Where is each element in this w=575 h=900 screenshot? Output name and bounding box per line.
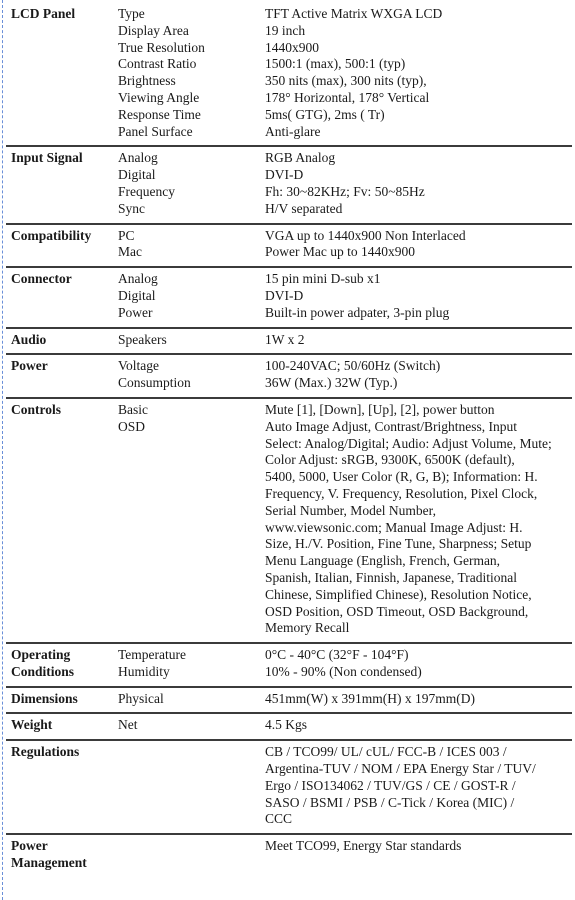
spec-value: 1W x 2 [265,331,305,347]
spec-label: Digital [118,287,156,303]
spec-label: Digital [118,167,156,183]
spec-item [118,271,572,288]
spec-value: Ergo / ISO134062 / TUV/GS / CE / GOST-R / [265,777,516,793]
spec-value: Memory Recall [265,620,350,636]
section-items [118,332,572,349]
spec-item [118,228,572,245]
spec-label [118,811,265,828]
spec-label: Basic [118,401,148,417]
spec-item [118,717,572,734]
spec-value: CCC [265,811,293,827]
spec-item [118,375,572,392]
section-items [118,358,572,392]
spec-label [118,778,265,795]
spec-item [118,486,572,503]
section-category: Controls [11,401,62,417]
spec-item [118,647,572,664]
spec-table [6,3,572,877]
spec-label [118,795,265,812]
spec-item [118,778,572,795]
spec-value: Fh: 30~82KHz; Fv: 50~85Hz [265,183,425,199]
section-items [118,838,572,872]
spec-section [6,399,572,644]
spec-label: Sync [118,200,145,216]
spec-value: 19 inch [265,22,306,38]
section-items [118,402,572,637]
spec-label: Response Time [118,106,201,122]
spec-value: H/V separated [265,200,343,216]
spec-value: Mute [1], [Down], [Up], [2], power button [265,401,495,417]
section-category: Compatibility [11,227,92,243]
spec-label [118,744,265,761]
section-items [118,271,572,321]
spec-value: 1440x900 [265,39,319,55]
spec-value: Meet TCO99, Energy Star standards [265,838,462,854]
spec-section [6,3,572,147]
spec-item [118,244,572,261]
spec-section [6,355,572,399]
spec-item [118,553,572,570]
spec-value: Power Mac up to 1440x900 [265,244,415,260]
spec-label: OSD [118,418,146,434]
spec-label: Frequency [118,183,175,199]
spec-value: CB / TCO99/ UL/ cUL/ FCC-B / ICES 003 / [265,744,507,760]
spec-value: 5ms( GTG), 2ms ( Tr) [265,106,385,122]
spec-section [6,714,572,741]
spec-item [118,503,572,520]
section-category: Regulations [11,744,80,760]
section-items [118,717,572,734]
section-items [118,647,572,681]
spec-value: 178° Horizontal, 178° Vertical [265,89,430,105]
spec-section [6,644,572,688]
spec-label [118,536,265,553]
spec-item [118,201,572,218]
spec-value: 451mm(W) x 391mm(H) x 197mm(D) [265,690,475,706]
spec-value: Menu Language (English, French, German, [265,553,501,569]
spec-item [118,305,572,322]
spec-value: 0°C - 40°C (32°F - 104°F) [265,647,409,663]
spec-item [118,40,572,57]
spec-item [118,536,572,553]
spec-value: Spanish, Italian, Finnish, Japanese, Traditional [265,569,517,585]
spec-label: Temperature [118,647,187,663]
spec-item [118,604,572,621]
spec-label [118,587,265,604]
spec-item [118,56,572,73]
spec-section [6,329,572,356]
spec-value: 100-240VAC; 50/60Hz (Switch) [265,358,441,374]
spec-value: RGB Analog [265,150,336,166]
spec-label [118,436,265,453]
spec-label [118,570,265,587]
spec-value: 350 nits (max), 300 nits (typ), [265,73,427,89]
spec-item [118,838,572,855]
spec-value: Argentina-TUV / NOM / EPA Energy Star / TUV/ [265,761,536,777]
section-items [118,6,572,140]
spec-item [118,469,572,486]
section-category: LCD Panel [11,6,76,21]
spec-value: 10% - 90% (Non condensed) [265,663,422,679]
spec-item [118,520,572,537]
spec-label: Contrast Ratio [118,56,197,72]
spec-label: Viewing Angle [118,89,200,105]
spec-label: Mac [118,244,142,260]
spec-item [118,288,572,305]
spec-label: Analog [118,150,158,166]
spec-item [118,107,572,124]
spec-value: 15 pin mini D-sub x1 [265,271,381,287]
section-items [118,150,572,217]
spec-value: 5400, 5000, User Color (R, G, B); Information: H. [265,469,538,485]
spec-value: Auto Image Adjust, Contrast/Brightness, Input [265,418,517,434]
spec-item [118,744,572,761]
section-category: Input Signal [11,150,83,166]
spec-item [118,620,572,637]
spec-value: Frequency, V. Frequency, Resolution, Pixel Clock, [265,485,538,501]
spec-item [118,124,572,141]
spec-item [118,167,572,184]
spec-item [118,419,572,436]
spec-value: SASO / BSMI / PSB / C-Tick / Korea (MIC) / [265,794,515,810]
section-category: Power [11,358,48,374]
spec-label [118,452,265,469]
spec-item [118,6,572,23]
spec-label [118,520,265,537]
page-left-dashed-border [2,0,3,900]
spec-label [118,838,265,855]
spec-item [118,436,572,453]
spec-value: Chinese, Simplified Chinese), Resolution Notice, [265,586,532,602]
spec-label: Panel Surface [118,123,193,139]
section-category: Dimensions [11,690,78,706]
section-category: Weight [11,717,53,733]
spec-label [118,604,265,621]
spec-label: True Resolution [118,39,205,55]
spec-item [118,358,572,375]
spec-label: Consumption [118,375,191,391]
spec-section [6,147,572,224]
spec-value: OSD Position, OSD Timeout, OSD Background, [265,603,529,619]
spec-item [118,587,572,604]
spec-label [118,503,265,520]
spec-label: Brightness [118,73,176,89]
spec-value: Built-in power adpater, 3-pin plug [265,304,450,320]
spec-section [6,835,572,877]
spec-item [118,73,572,90]
spec-item [118,691,572,708]
spec-label: Type [118,6,145,21]
section-category: Connector [11,271,72,287]
spec-label: Display Area [118,22,189,38]
spec-item [118,664,572,681]
spec-label: Power [118,304,153,320]
spec-item [118,811,572,828]
spec-label: Net [118,717,138,733]
spec-value: DVI-D [265,287,304,303]
spec-label [118,620,265,637]
spec-label: Speakers [118,331,167,347]
spec-label: Physical [118,690,164,706]
spec-section [6,268,572,328]
spec-item [118,90,572,107]
spec-item [118,570,572,587]
spec-value: 1500:1 (max), 500:1 (typ) [265,56,406,72]
spec-value: DVI-D [265,167,304,183]
spec-label: Humidity [118,663,170,679]
spec-value: TFT Active Matrix WXGA LCD [265,6,443,21]
spec-item [118,150,572,167]
spec-value: Anti-glare [265,123,321,139]
section-category: Operating Conditions [11,647,75,679]
spec-item [118,761,572,778]
spec-label: Analog [118,271,158,287]
spec-value: Size, H./V. Position, Fine Tune, Sharpness; Setup [265,536,532,552]
section-items [118,228,572,262]
spec-value: Color Adjust: sRGB, 9300K, 6500K (default), [265,452,515,468]
spec-item [118,795,572,812]
section-category: Audio [11,331,47,347]
spec-label [118,761,265,778]
spec-label [118,486,265,503]
spec-label [118,553,265,570]
spec-value: Serial Number, Model Number, [265,502,437,518]
section-category: Power Management [11,838,87,871]
spec-item [118,23,572,40]
spec-label: Voltage [118,358,159,374]
spec-value: 4.5 Kgs [265,717,308,733]
spec-item [118,184,572,201]
spec-section [6,688,572,715]
section-items [118,691,572,708]
spec-value: Select: Analog/Digital; Audio: Adjust Volume, Mute; [265,435,552,451]
spec-item [118,402,572,419]
spec-item [118,332,572,349]
spec-value: VGA up to 1440x900 Non Interlaced [265,227,466,243]
spec-value: www.viewsonic.com; Manual Image Adjust: H. [265,519,523,535]
spec-value: 36W (Max.) 32W (Typ.) [265,375,398,391]
spec-label [118,469,265,486]
spec-item [118,452,572,469]
spec-label: PC [118,227,135,243]
spec-section [6,225,572,269]
spec-section [6,741,572,835]
section-items [118,744,572,828]
